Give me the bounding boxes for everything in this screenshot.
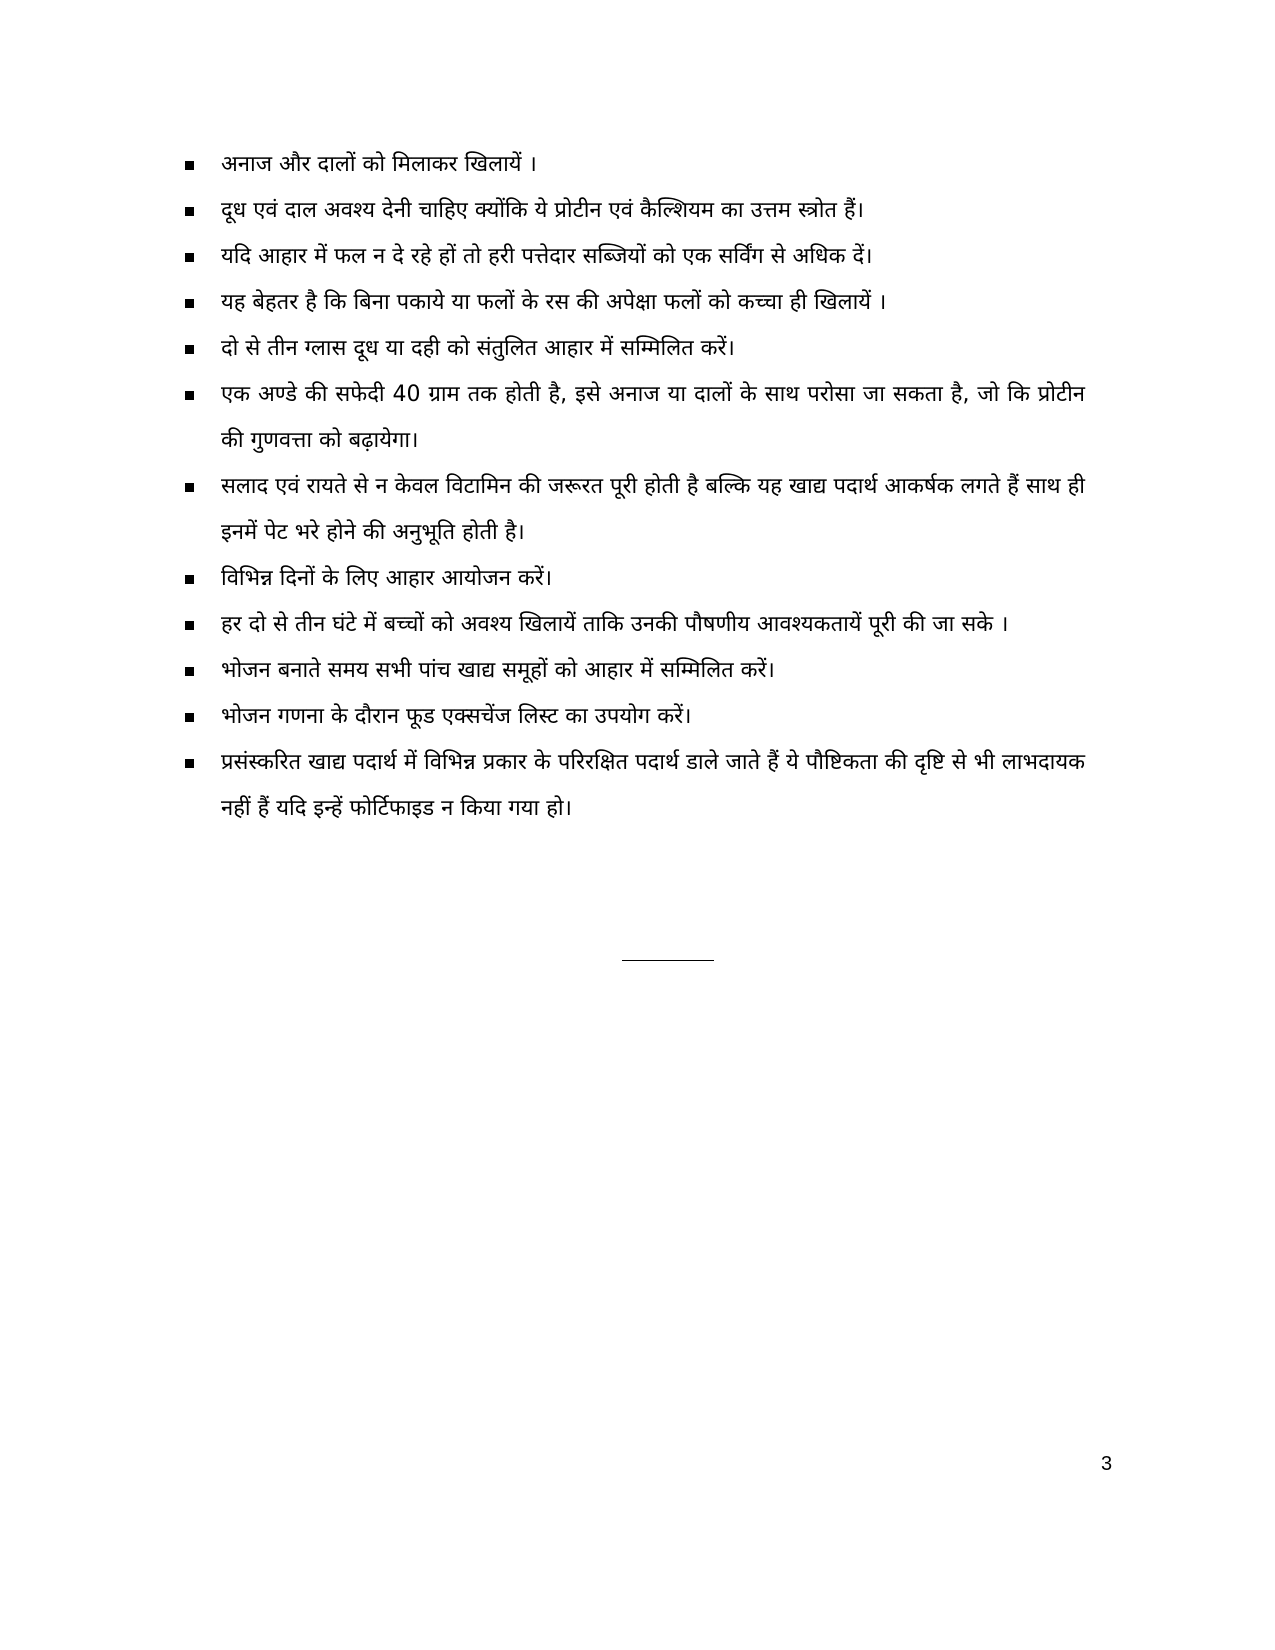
list-item-text: भोजन बनाते समय सभी पांच खाद्य समूहों को आहार में सम्मिलित करें।: [221, 658, 775, 683]
square-bullet-icon: [185, 207, 194, 216]
list-item-text: दूध एवं दाल अवश्य देनी चाहिए क्योंकि ये प्रोटीन एवं कैल्शियम का उत्तम स्त्रोत हैं।: [221, 198, 864, 223]
list-item: [185, 648, 1085, 694]
list-item-text: हर दो से तीन घंटे में बच्चों को अवश्य खिलायें ताकि उनकी पौषणीय आवश्यकतायें पूरी की जा सके ।: [221, 612, 1009, 637]
section-separator: [622, 960, 714, 961]
square-bullet-icon: [185, 759, 194, 768]
square-bullet-icon: [185, 391, 194, 400]
square-bullet-icon: [185, 575, 194, 584]
list-item: [185, 602, 1085, 648]
square-bullet-icon: [185, 161, 194, 170]
list-item: [185, 556, 1085, 602]
list-item: [185, 464, 1085, 556]
square-bullet-icon: [185, 253, 194, 262]
square-bullet-icon: [185, 621, 194, 630]
square-bullet-icon: [185, 713, 194, 722]
list-item: [185, 188, 1085, 234]
list-item: [185, 372, 1085, 464]
list-item: [185, 280, 1085, 326]
list-item-text: यदि आहार में फल न दे रहे हों तो हरी पत्तेदार सब्जियों को एक सर्विंग से अधिक दें।: [221, 244, 873, 269]
square-bullet-icon: [185, 345, 194, 354]
list-item: [185, 234, 1085, 280]
square-bullet-icon: [185, 299, 194, 308]
list-item-text: सलाद एवं रायते से न केवल विटामिन की जरूरत पूरी होती है बल्कि यह खाद्य पदार्थ आकर्षक लगते हैं साथ ही इनमें पेट भरे होने की अनुभूति होती है।: [221, 474, 1085, 545]
list-item: [185, 694, 1085, 740]
list-item: [185, 142, 1085, 188]
list-item: [185, 740, 1085, 832]
list-item-text: भोजन गणना के दौरान फूड एक्सचेंज लिस्ट का उपयोग करें।: [221, 704, 692, 729]
square-bullet-icon: [185, 667, 194, 676]
list-item-text: दो से तीन ग्लास दूध या दही को संतुलित आहार में सम्मिलित करें।: [221, 336, 735, 361]
list-item-text: यह बेहतर है कि बिना पकाये या फलों के रस की अपेक्षा फलों को कच्चा ही खिलायें ।: [221, 290, 887, 315]
list-item: [185, 326, 1085, 372]
list-item-text: विभिन्न दिनों के लिए आहार आयोजन करें।: [221, 566, 553, 591]
list-item-text: प्रसंस्करित खाद्य पदार्थ में विभिन्न प्रकार के परिरक्षित पदार्थ डाले जाते हैं ये पौष्टिकता की दृष्टि से भी लाभदायक नहीं हैं यदि इन्हें फोर्टिफाइड न किया गया हो।: [221, 750, 1085, 821]
bullet-list: [185, 142, 1085, 832]
square-bullet-icon: [185, 483, 194, 492]
page-number: 3: [1101, 1453, 1113, 1475]
list-item-text: एक अण्डे की सफेदी 40 ग्राम तक होती है, इसे अनाज या दालों के साथ परोसा जा सकता है, जो कि प्रोटीन की गुणवत्ता को बढ़ायेगा।: [221, 382, 1085, 453]
list-item-text: अनाज और दालों को मिलाकर खिलायें ।: [221, 152, 537, 177]
